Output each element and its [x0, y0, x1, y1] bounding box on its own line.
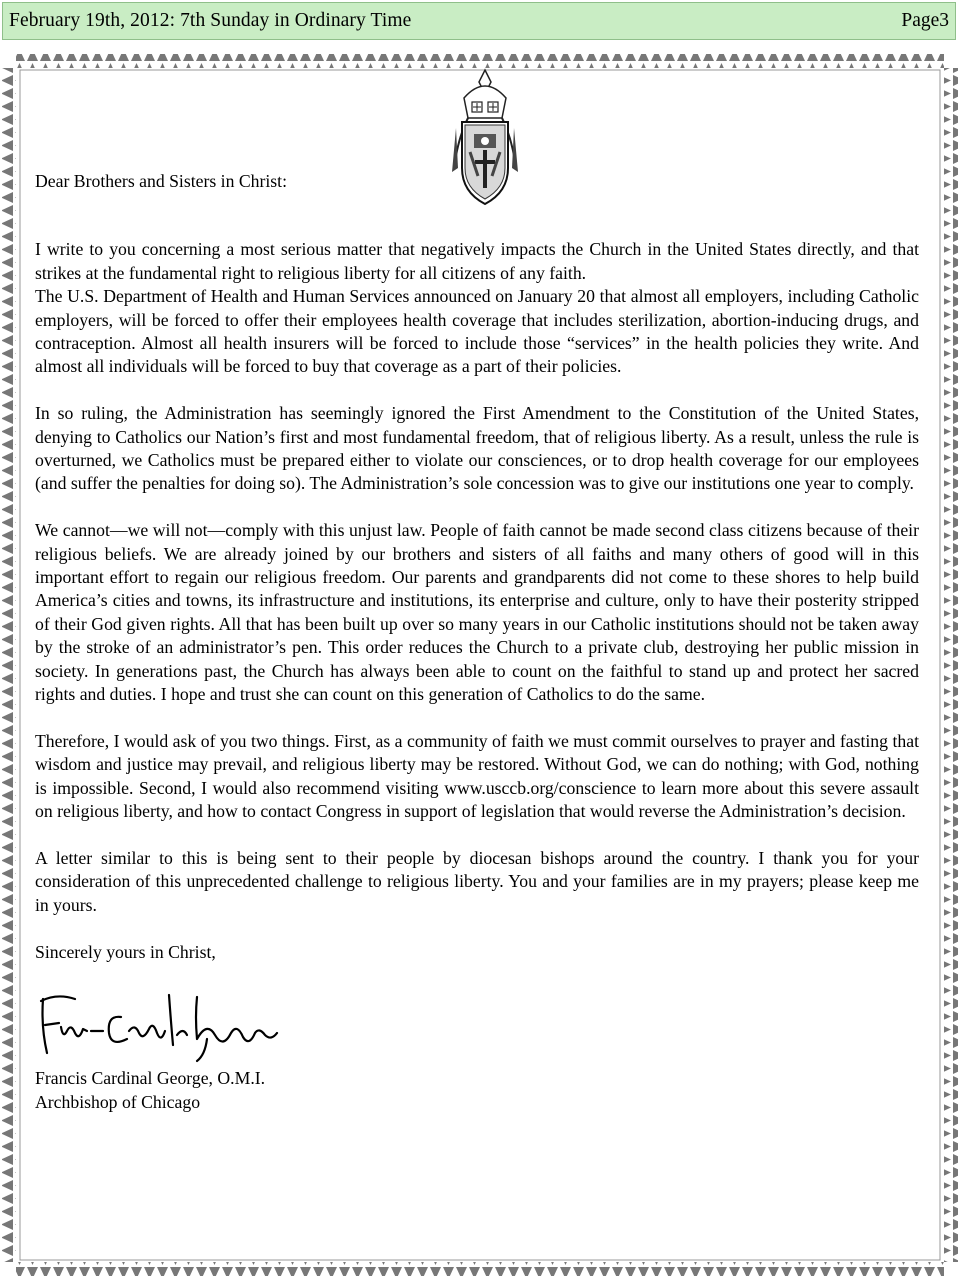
letter-closing: Sincerely yours in Christ, — [35, 941, 216, 962]
signer-title: Archbishop of Chicago — [35, 1091, 201, 1112]
signer-name: Francis Cardinal George, O.M.I. — [35, 1068, 266, 1089]
letter-paragraph-request: Therefore, I would ask of you two things. First, as a community of faith we must commit ourselves to prayer and fasting that wisdom and justice may prevail, and religious liberty may be restored. Without God, we can do nothing; with God, nothing is impossible. Second, I would also recommend visiting www.usccb.org/conscience to learn more about this severe assault on religious liberty, and how to contact Congress in support of legislation that would reverse the Administration’s decision. — [35, 730, 919, 822]
signature-image — [37, 987, 287, 1065]
letter-paragraph-ruling: In so ruling, the Administration has seemingly ignored the First Amendment to the Constitution of the United States, denying to Catholics our Nation’s first and most fundamental freedom, that of religious liberty. As a result, unless the rule is overturned, we Catholics must be prepared either to violate our consciences, or to drop health coverage for our employees (and suffer the penalties for doing so). The Administration’s sole concession was to give our institutions one year to comply. — [35, 403, 919, 494]
page-header — [2, 2, 956, 40]
letter-paragraph-intro: I write to you concerning a most serious matter that negatively impacts the Church in the United States directly, and that strikes at the fundamental right to religious liberty for all citizens of any faith. — [35, 239, 919, 283]
header-page-label: Page3 — [901, 10, 949, 31]
header-date-title: February 19th, 2012: 7th Sunday in Ordinary Time — [9, 10, 412, 31]
letter-paragraph-cannot-comply: We cannot—we will not—comply with this unjust law. People of faith cannot be made second class citizens because of their religious beliefs. We are already joined by our brothers and sisters of all faiths and many others of good will in this important effort to regain our religious freedom. Our parents and grandparents did not come to these shores to help build America’s cities and towns, its infrastructure and institutions, its enterprise and culture, only to have their posterity stripped of their God given rights. All that has been built up over so many years in our Catholic institutions should not be taken away by the stroke of an administrator’s pen. This order reduces the Church to a private club, destroying her public mission in society. In generations past, the Church has always been able to count on the faithful to stand up and protect her sacred rights and duties. I hope and trust she can count on this generation of Catholics to do the same. — [35, 520, 919, 705]
letter-paragraph-hhs: The U.S. Department of Health and Human Services announced on January 20 that almost all employers, including Catholic employers, will be forced to offer their employees health coverage that includes sterilization, abortion-inducing drugs, and contraception. Almost all health insurers will be forced to include those “services” in the health policies they write. And almost all individuals will be forced to buy that coverage as a part of their policies. — [35, 286, 919, 377]
letter-body — [35, 170, 919, 1114]
letter-salutation: Dear Brothers and Sisters in Christ: — [35, 171, 288, 191]
letter-paragraph-bishops: A letter similar to this is being sent to their people by diocesan bishops around the country. I thank you for your consideration of this unprecedented challenge to religious liberty. You and your families are in my prayers; please keep me in yours. — [35, 847, 919, 915]
